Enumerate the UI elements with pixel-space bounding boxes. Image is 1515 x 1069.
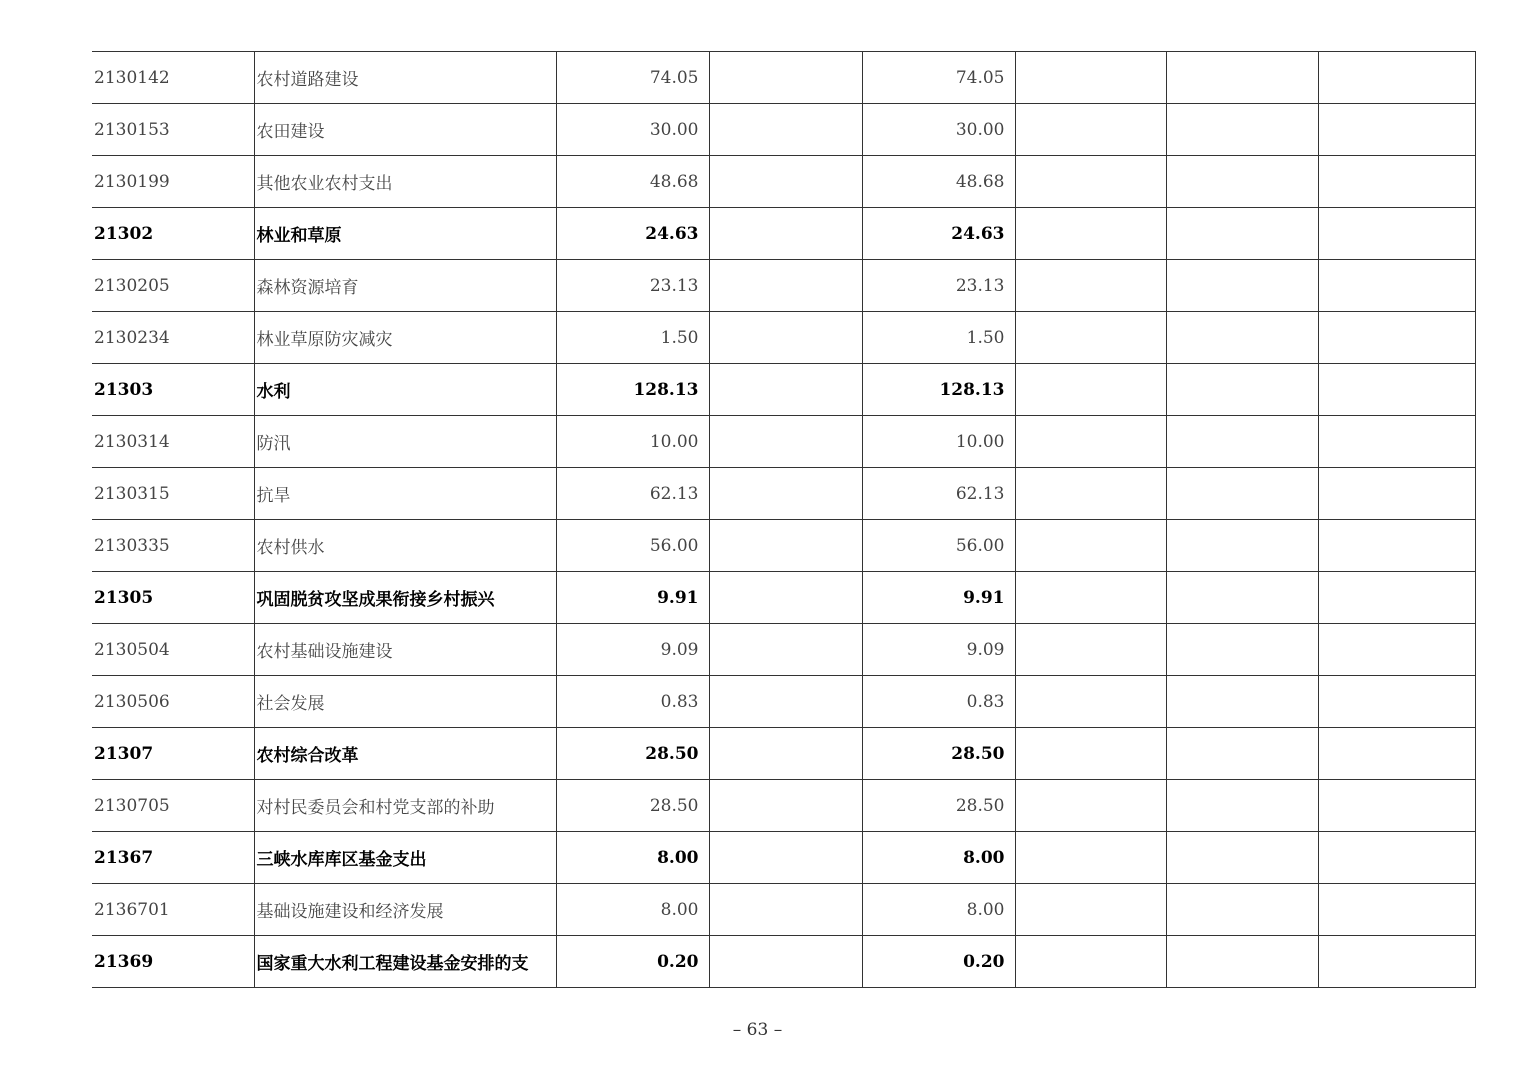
- table-row: [92, 104, 1475, 156]
- cell-col4: [709, 416, 862, 468]
- cell-col4: [709, 312, 862, 364]
- table-row: [92, 416, 1475, 468]
- cell-col4: [709, 260, 862, 312]
- cell-col6: [1015, 520, 1166, 572]
- cell-code: 2130142: [92, 52, 254, 104]
- cell-col6: [1015, 728, 1166, 780]
- cell-item-name: 国家重大水利工程建设基金安排的支: [254, 936, 556, 988]
- cell-total: 0.20: [556, 936, 709, 988]
- table-row: [92, 884, 1475, 936]
- cell-col5: 0.20: [862, 936, 1015, 988]
- cell-code: 2130314: [92, 416, 254, 468]
- cell-col8: [1318, 416, 1475, 468]
- cell-col8: [1318, 572, 1475, 624]
- cell-code: 2130335: [92, 520, 254, 572]
- cell-col7: [1166, 468, 1318, 520]
- cell-total: 62.13: [556, 468, 709, 520]
- cell-col5: 0.83: [862, 676, 1015, 728]
- cell-total: 0.83: [556, 676, 709, 728]
- cell-col7: [1166, 884, 1318, 936]
- cell-col4: [709, 780, 862, 832]
- cell-item-name: 林业草原防灾减灾: [254, 312, 556, 364]
- cell-col6: [1015, 364, 1166, 416]
- cell-col7: [1166, 364, 1318, 416]
- cell-item-name: 林业和草原: [254, 208, 556, 260]
- cell-col4: [709, 520, 862, 572]
- cell-code: 2136701: [92, 884, 254, 936]
- cell-code: 21303: [92, 364, 254, 416]
- cell-code: 2130705: [92, 780, 254, 832]
- table-row: [92, 572, 1475, 624]
- cell-total: 23.13: [556, 260, 709, 312]
- cell-code: 2130199: [92, 156, 254, 208]
- cell-total: 48.68: [556, 156, 709, 208]
- table-row: [92, 156, 1475, 208]
- page-number: – 63 –: [732, 1020, 783, 1040]
- cell-col5: 48.68: [862, 156, 1015, 208]
- cell-item-name: 农田建设: [254, 104, 556, 156]
- cell-col4: [709, 884, 862, 936]
- cell-col8: [1318, 156, 1475, 208]
- cell-col7: [1166, 780, 1318, 832]
- cell-col5: 56.00: [862, 520, 1015, 572]
- cell-col5: 9.09: [862, 624, 1015, 676]
- table-row: [92, 728, 1475, 780]
- cell-col8: [1318, 104, 1475, 156]
- cell-col7: [1166, 312, 1318, 364]
- cell-col8: [1318, 468, 1475, 520]
- cell-total: 1.50: [556, 312, 709, 364]
- cell-col6: [1015, 936, 1166, 988]
- table-row: [92, 624, 1475, 676]
- cell-col6: [1015, 884, 1166, 936]
- table-row: [92, 936, 1475, 988]
- cell-col4: [709, 624, 862, 676]
- cell-col5: 8.00: [862, 832, 1015, 884]
- cell-col7: [1166, 416, 1318, 468]
- cell-col7: [1166, 676, 1318, 728]
- cell-col6: [1015, 676, 1166, 728]
- cell-col4: [709, 364, 862, 416]
- cell-col6: [1015, 208, 1166, 260]
- cell-item-name: 其他农业农村支出: [254, 156, 556, 208]
- cell-total: 9.91: [556, 572, 709, 624]
- cell-total: 128.13: [556, 364, 709, 416]
- cell-col5: 24.63: [862, 208, 1015, 260]
- cell-col4: [709, 832, 862, 884]
- cell-total: 56.00: [556, 520, 709, 572]
- cell-code: 21369: [92, 936, 254, 988]
- cell-col7: [1166, 104, 1318, 156]
- cell-col5: 28.50: [862, 780, 1015, 832]
- cell-col4: [709, 208, 862, 260]
- cell-col7: [1166, 624, 1318, 676]
- cell-item-name: 水利: [254, 364, 556, 416]
- cell-col5: 28.50: [862, 728, 1015, 780]
- cell-total: 28.50: [556, 780, 709, 832]
- cell-col6: [1015, 260, 1166, 312]
- cell-col5: 62.13: [862, 468, 1015, 520]
- cell-col4: [709, 104, 862, 156]
- cell-col8: [1318, 676, 1475, 728]
- cell-col8: [1318, 260, 1475, 312]
- cell-col4: [709, 468, 862, 520]
- cell-col5: 9.91: [862, 572, 1015, 624]
- cell-col6: [1015, 624, 1166, 676]
- cell-item-name: 农村基础设施建设: [254, 624, 556, 676]
- cell-col6: [1015, 780, 1166, 832]
- cell-col7: [1166, 572, 1318, 624]
- cell-col8: [1318, 832, 1475, 884]
- cell-col8: [1318, 780, 1475, 832]
- cell-item-name: 农村综合改革: [254, 728, 556, 780]
- cell-item-name: 防汛: [254, 416, 556, 468]
- cell-code: 21367: [92, 832, 254, 884]
- cell-col4: [709, 52, 862, 104]
- budget-table: [92, 51, 1476, 988]
- cell-code: 21302: [92, 208, 254, 260]
- cell-total: 24.63: [556, 208, 709, 260]
- cell-total: 10.00: [556, 416, 709, 468]
- cell-col6: [1015, 156, 1166, 208]
- cell-code: 2130504: [92, 624, 254, 676]
- cell-col4: [709, 156, 862, 208]
- table-row: [92, 52, 1475, 104]
- cell-col8: [1318, 520, 1475, 572]
- cell-total: 28.50: [556, 728, 709, 780]
- cell-col6: [1015, 468, 1166, 520]
- cell-col7: [1166, 208, 1318, 260]
- cell-col5: 8.00: [862, 884, 1015, 936]
- cell-col4: [709, 676, 862, 728]
- cell-col7: [1166, 52, 1318, 104]
- cell-col7: [1166, 832, 1318, 884]
- cell-col5: 10.00: [862, 416, 1015, 468]
- cell-item-name: 抗旱: [254, 468, 556, 520]
- cell-col6: [1015, 104, 1166, 156]
- table-row: [92, 832, 1475, 884]
- cell-col5: 30.00: [862, 104, 1015, 156]
- cell-col6: [1015, 416, 1166, 468]
- cell-col7: [1166, 156, 1318, 208]
- table-row: [92, 208, 1475, 260]
- cell-code: 2130153: [92, 104, 254, 156]
- cell-col5: 128.13: [862, 364, 1015, 416]
- cell-item-name: 三峡水库库区基金支出: [254, 832, 556, 884]
- table-row: [92, 364, 1475, 416]
- table-row: [92, 260, 1475, 312]
- table-body: [92, 52, 1475, 988]
- cell-total: 8.00: [556, 884, 709, 936]
- cell-col8: [1318, 312, 1475, 364]
- cell-col8: [1318, 52, 1475, 104]
- cell-col6: [1015, 52, 1166, 104]
- cell-total: 30.00: [556, 104, 709, 156]
- cell-code: 21305: [92, 572, 254, 624]
- cell-col8: [1318, 936, 1475, 988]
- cell-col6: [1015, 312, 1166, 364]
- table-row: [92, 468, 1475, 520]
- cell-col6: [1015, 572, 1166, 624]
- cell-col7: [1166, 936, 1318, 988]
- cell-item-name: 农村供水: [254, 520, 556, 572]
- cell-code: 21307: [92, 728, 254, 780]
- cell-item-name: 巩固脱贫攻坚成果衔接乡村振兴: [254, 572, 556, 624]
- cell-code: 2130234: [92, 312, 254, 364]
- cell-item-name: 对村民委员会和村党支部的补助: [254, 780, 556, 832]
- cell-col8: [1318, 208, 1475, 260]
- cell-col7: [1166, 260, 1318, 312]
- cell-col4: [709, 936, 862, 988]
- cell-col5: 23.13: [862, 260, 1015, 312]
- cell-col8: [1318, 624, 1475, 676]
- cell-total: 74.05: [556, 52, 709, 104]
- cell-col5: 1.50: [862, 312, 1015, 364]
- cell-col6: [1015, 832, 1166, 884]
- cell-item-name: 社会发展: [254, 676, 556, 728]
- table-row: [92, 312, 1475, 364]
- table-row: [92, 676, 1475, 728]
- cell-col8: [1318, 364, 1475, 416]
- cell-col4: [709, 728, 862, 780]
- table-row: [92, 520, 1475, 572]
- cell-item-name: 农村道路建设: [254, 52, 556, 104]
- cell-total: 9.09: [556, 624, 709, 676]
- cell-col7: [1166, 520, 1318, 572]
- cell-code: 2130205: [92, 260, 254, 312]
- cell-col8: [1318, 884, 1475, 936]
- cell-item-name: 基础设施建设和经济发展: [254, 884, 556, 936]
- cell-col5: 74.05: [862, 52, 1015, 104]
- cell-total: 8.00: [556, 832, 709, 884]
- cell-col4: [709, 572, 862, 624]
- cell-col7: [1166, 728, 1318, 780]
- cell-code: 2130506: [92, 676, 254, 728]
- cell-code: 2130315: [92, 468, 254, 520]
- cell-item-name: 森林资源培育: [254, 260, 556, 312]
- table-row: [92, 780, 1475, 832]
- cell-col8: [1318, 728, 1475, 780]
